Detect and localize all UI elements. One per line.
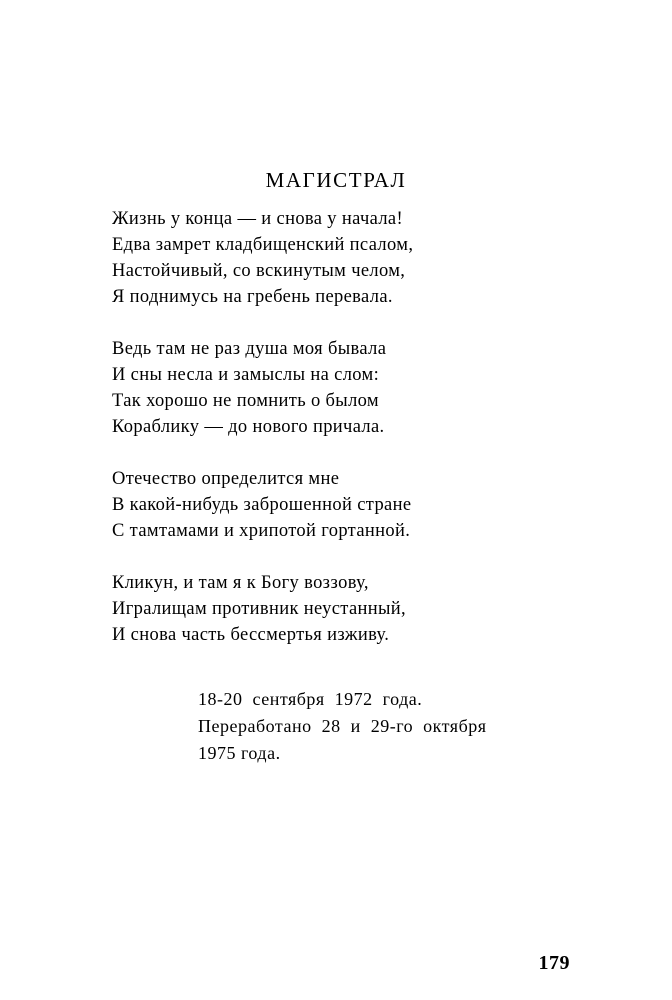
- verse-line: Я поднимусь на гребень перевала.: [112, 287, 393, 307]
- verse-line: Жизнь у конца — и снова у начала!: [112, 209, 403, 229]
- verse-line: Игралищам противник неустанный,: [112, 599, 407, 619]
- verse-line: Так хорошо не помнить о былом: [112, 391, 379, 411]
- stanza: [112, 336, 582, 440]
- verse-line: С тамтамами и хрипотой гортанной.: [112, 521, 411, 541]
- verse-line: И сны несла и замыслы на слом:: [112, 365, 380, 385]
- colophon-date-block: [198, 686, 598, 767]
- verse-line: Кораблику — до нового причала.: [112, 417, 385, 437]
- colophon-line: Переработано 28 и 29-го октября: [198, 716, 487, 736]
- colophon-line: 18-20 сентября 1972 года.: [198, 689, 423, 709]
- verse-line: Ведь там не раз душа моя бывала: [112, 339, 387, 359]
- verse-line: Настойчивый, со вскинутым челом,: [112, 261, 406, 281]
- verse-line: Отечество определится мне: [112, 469, 340, 489]
- colophon-line: 1975 года.: [198, 743, 281, 763]
- stanza: [112, 206, 582, 310]
- poem-body: [112, 206, 582, 648]
- stanza: [112, 570, 582, 648]
- verse-line: Едва замрет кладбищенский псалом,: [112, 235, 414, 255]
- verse-line: Кликун, и там я к Богу воззову,: [112, 573, 369, 593]
- page-title: МАГИСТРАЛ: [265, 168, 407, 193]
- page-number: 179: [538, 952, 570, 974]
- verse-line: В какой-нибудь заброшенной стране: [112, 495, 412, 515]
- stanza: [112, 466, 582, 544]
- verse-line: И снова часть бессмертья изживу.: [112, 625, 390, 645]
